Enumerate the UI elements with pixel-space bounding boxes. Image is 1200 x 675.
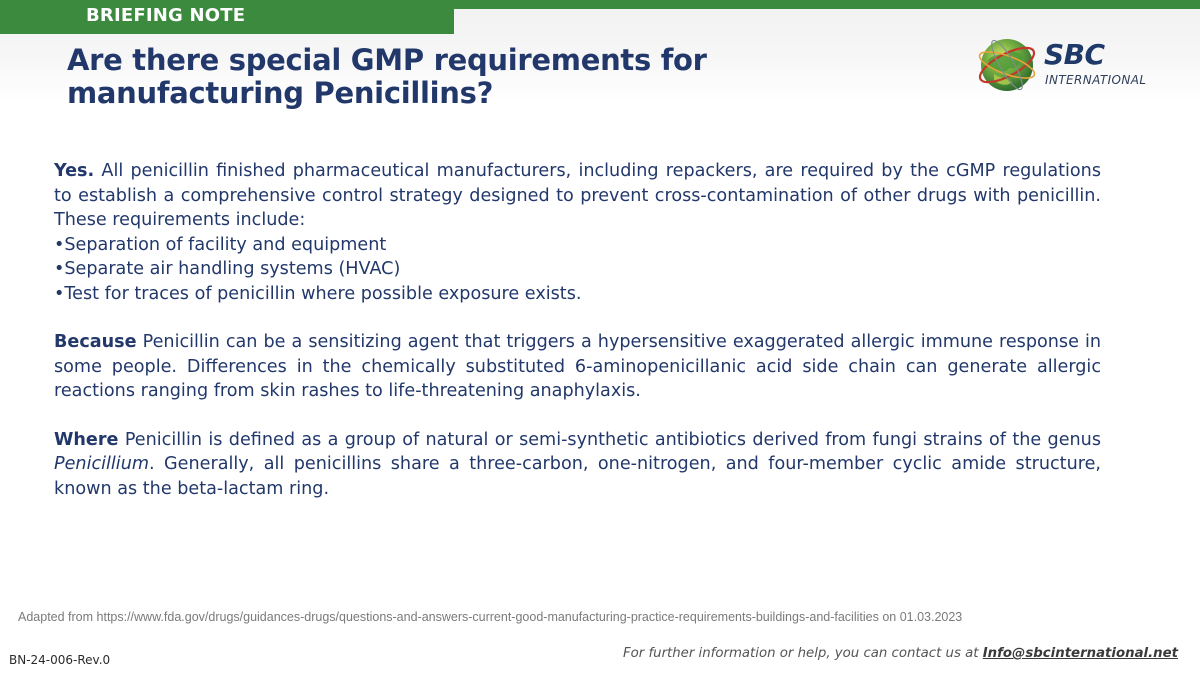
page-title: Are there special GMP requirements for manufacturing Penicillins? xyxy=(67,43,707,110)
header-accent-line xyxy=(454,0,1200,9)
requirement-bullet: •Test for traces of penicillin where possible exposure exists. xyxy=(54,283,582,304)
because-paragraph xyxy=(54,330,1101,404)
where-paragraph xyxy=(54,428,1101,502)
badge-label: BRIEFING NOTE xyxy=(86,5,246,26)
where-text-before: Penicillin is defined as a group of natural or semi-synthetic antibiotics derived from fungi strains of the genus xyxy=(118,429,1101,450)
yes-paragraph xyxy=(54,159,1101,306)
because-lead: Because xyxy=(54,332,137,352)
briefing-note-badge xyxy=(0,0,454,34)
document-id: BN-24-006-Rev.0 xyxy=(9,653,111,667)
yes-lead: Yes. xyxy=(54,161,95,181)
requirement-bullet: •Separation of facility and equipment xyxy=(54,234,387,255)
requirement-bullet: •Separate air handling systems (HVAC) xyxy=(54,259,401,279)
because-text: Penicillin can be a sensitizing agent that triggers a hypersensitive exaggerated allergic immune response in some people. Differences in the chemically substituted 6-aminopenicillanic acid side chain can generate allergic reactions ranging from skin rashes to life-threatening anaphylaxis. xyxy=(54,332,1101,401)
genus-name: Penicillium xyxy=(54,454,149,474)
yes-text: All penicillin finished pharmaceutical manufacturers, including repackers, are required by the cGMP regulations to establish a comprehensive control strategy designed to prevent cross-contamination of other drugs with penicillin. These requirements include: xyxy=(54,161,1101,230)
source-citation: Adapted from https://www.fda.gov/drugs/guidances-drugs/questions-and-answers-current-good-manufacturing-practice-requirements-buildings-and-facilities on 01.03.2023 xyxy=(18,610,963,624)
logo-subtitle: INTERNATIONAL xyxy=(1045,73,1147,87)
contact-line xyxy=(623,646,1178,661)
contact-text: For further information or help, you can contact us at xyxy=(622,646,983,661)
company-logo xyxy=(972,32,1162,98)
globe-icon xyxy=(976,34,1038,96)
contact-email-link[interactable]: Info@sbcinternational.net xyxy=(982,646,1178,661)
logo-wordmark: SBC xyxy=(1044,38,1105,71)
briefing-body xyxy=(54,159,1101,501)
where-text-after: . Generally, all penicillins share a three-carbon, one-nitrogen, and four-member cyclic amide structure, known as the beta-lactam ring. xyxy=(54,454,1101,499)
where-lead: Where xyxy=(54,429,119,450)
